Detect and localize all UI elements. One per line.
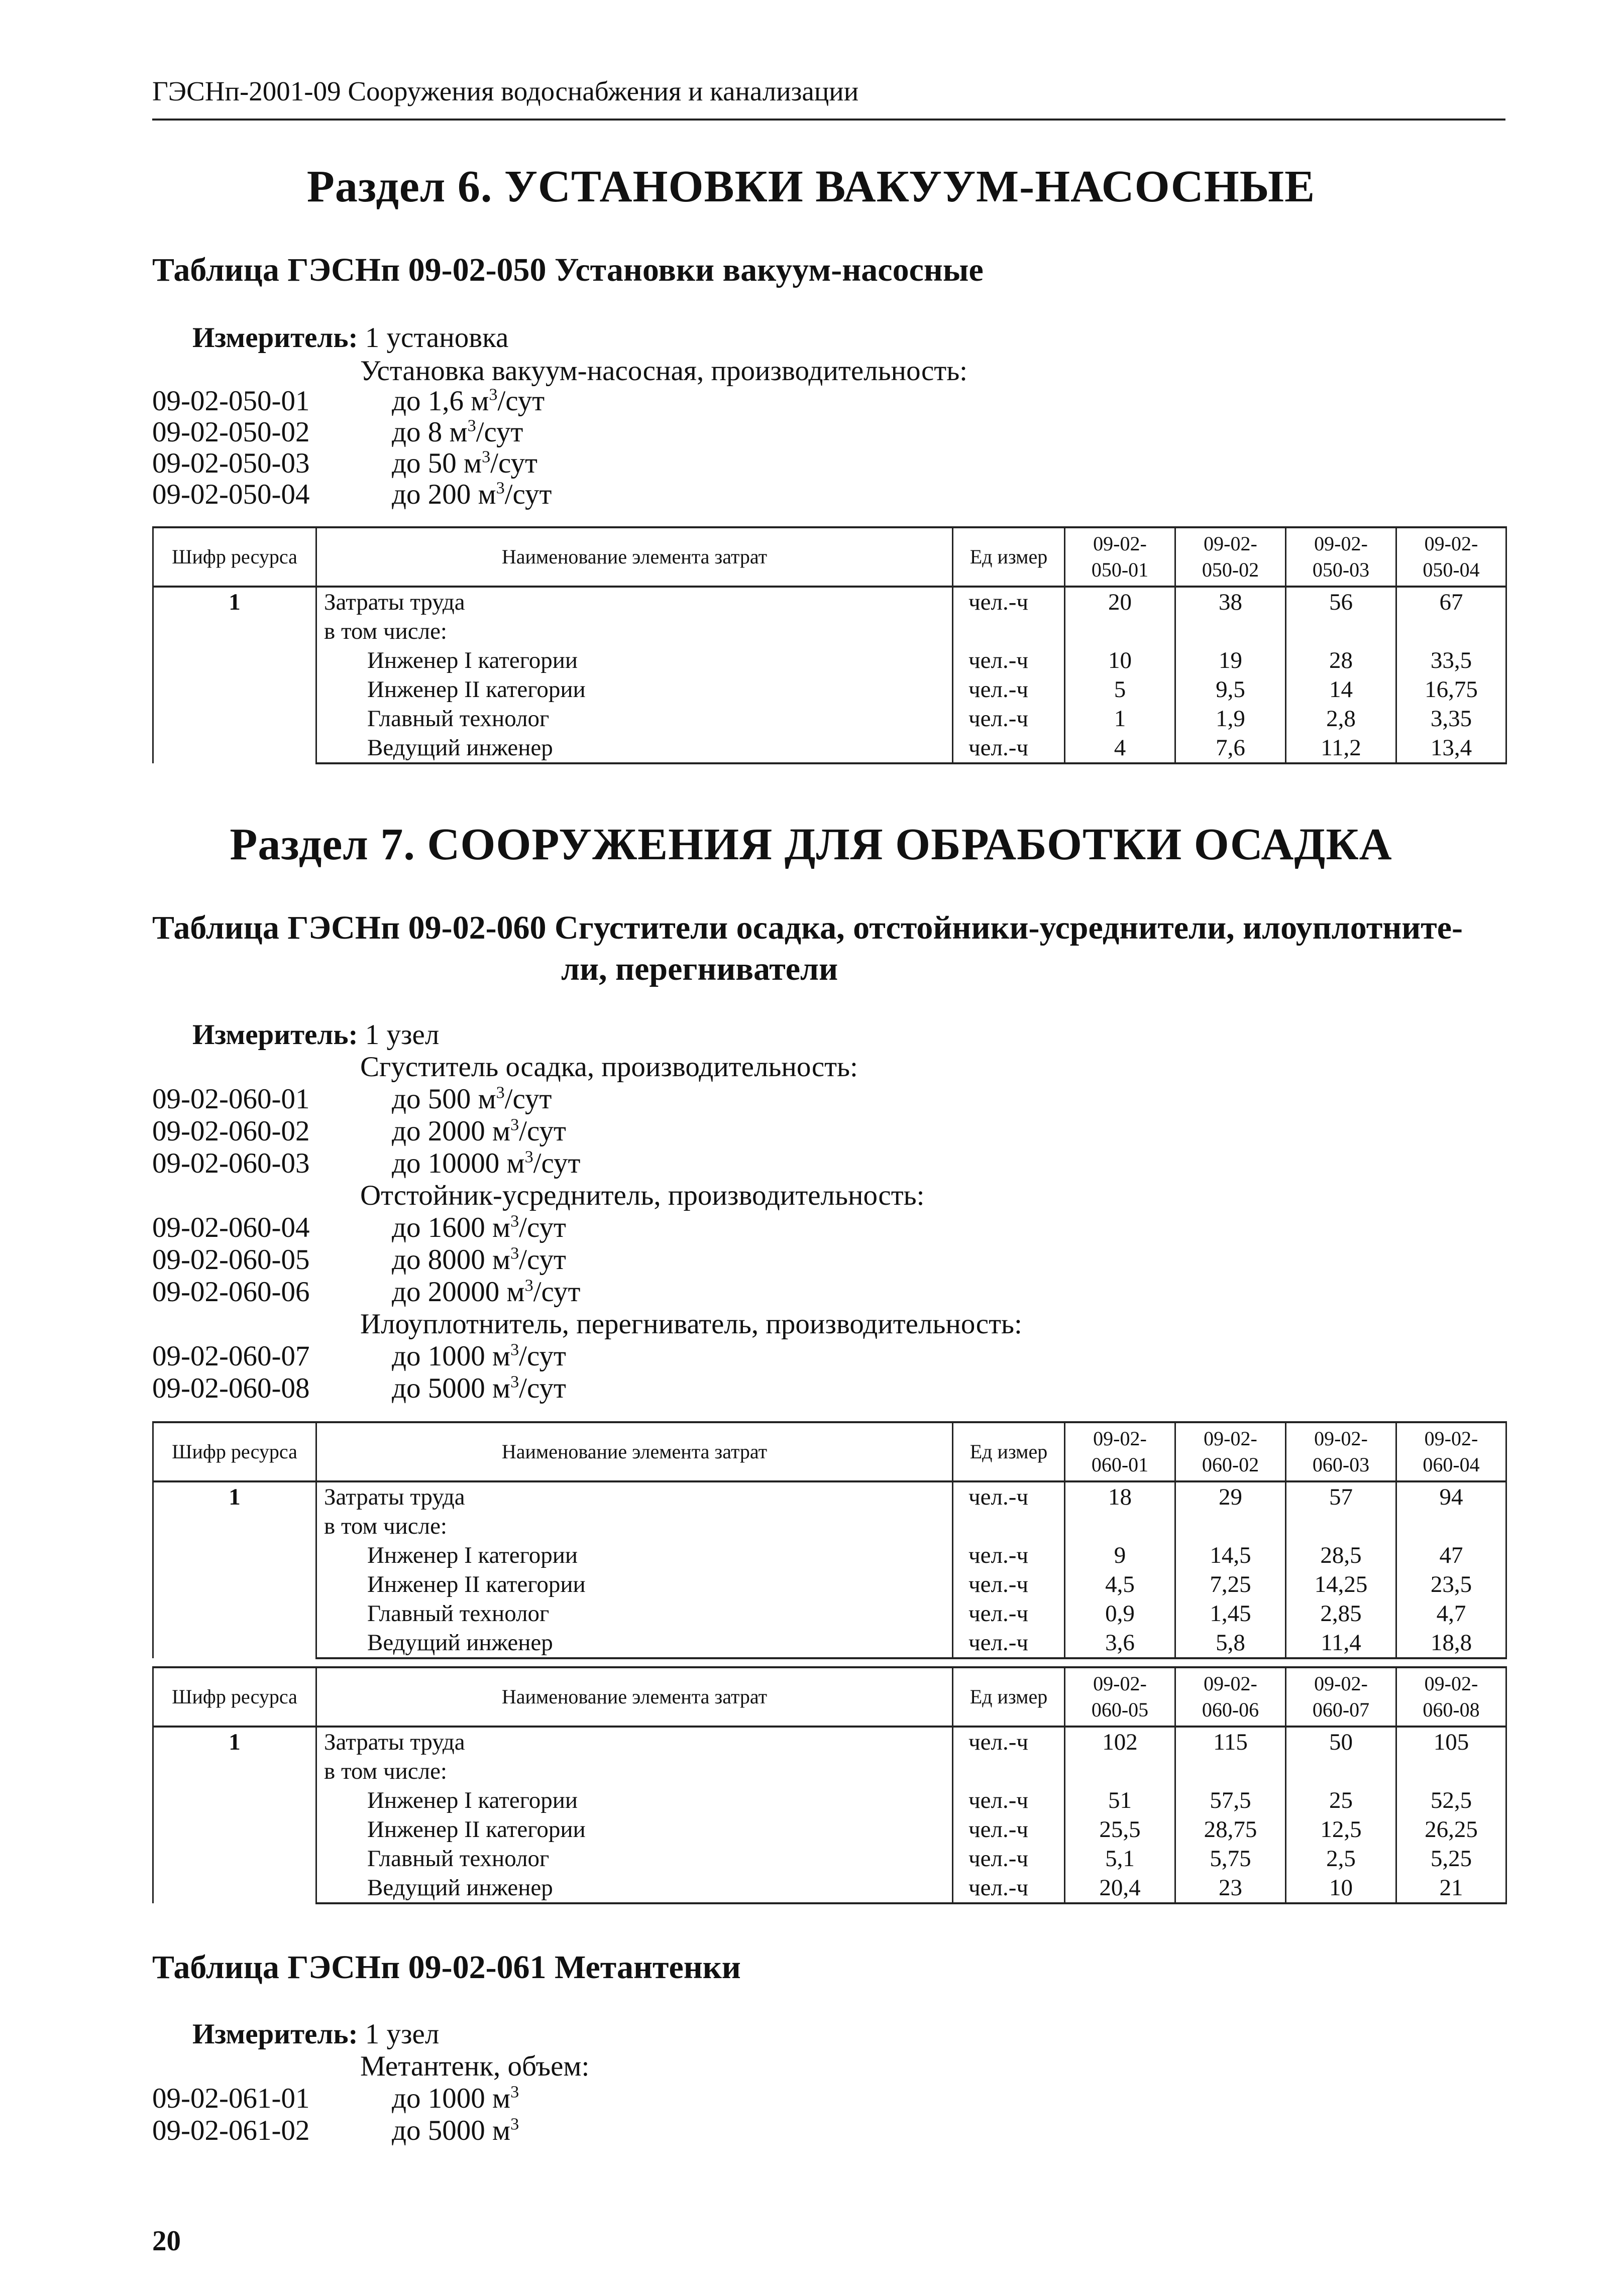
cost-name: Инженер II категории: [316, 1815, 953, 1844]
table-row: [153, 1757, 1506, 1786]
table-row: [153, 704, 1506, 733]
cost-unit: чел.-ч: [953, 646, 1065, 675]
header-col: 09-02- 060-08: [1396, 1667, 1506, 1727]
header-code: Шифр ресурса: [153, 1422, 316, 1481]
header-col: 09-02- 050-04: [1396, 527, 1506, 587]
header-col: 09-02- 060-01: [1065, 1422, 1175, 1481]
cost-unit: чел.-ч: [953, 1481, 1065, 1512]
cost-value: 2,5: [1286, 1844, 1396, 1873]
item-code: 09-02-050-01: [152, 385, 310, 417]
cost-unit: чел.-ч: [953, 1599, 1065, 1628]
cost-value: 5,75: [1175, 1844, 1286, 1873]
cost-value: [1286, 1757, 1396, 1786]
cost-value: 28: [1286, 646, 1396, 675]
header-rule: [152, 119, 1505, 121]
meter-value: 1 узел: [365, 1019, 440, 1051]
item-desc: до 5000 $м^3$: [392, 2115, 519, 2146]
cost-value: 7,25: [1175, 1570, 1286, 1599]
cost-value: 38: [1175, 587, 1286, 617]
group-061: Метантенк, объем:: [360, 2050, 590, 2082]
cost-value: 57,5: [1175, 1786, 1286, 1815]
cost-name: Ведущий инженер: [316, 1628, 953, 1658]
table-row: [153, 733, 1506, 763]
meter-label: Измеритель:: [192, 1019, 358, 1051]
cost-value: 18: [1065, 1481, 1175, 1512]
cost-unit: [953, 1757, 1065, 1786]
resource-code: 1: [153, 1727, 316, 1903]
cost-value: 14,5: [1175, 1541, 1286, 1570]
table-row: [153, 1628, 1506, 1658]
table-row: [153, 587, 1506, 617]
table-row: [153, 1815, 1506, 1844]
cost-value: 7,6: [1175, 733, 1286, 763]
resource-table-060-b: [152, 1666, 1507, 1904]
cost-value: [1286, 617, 1396, 646]
cost-unit: чел.-ч: [953, 704, 1065, 733]
cost-name: Главный технолог: [316, 704, 953, 733]
header-col: 09-02- 050-01: [1065, 527, 1175, 587]
cost-value: 1: [1065, 704, 1175, 733]
cost-value: 57: [1286, 1481, 1396, 1512]
item-code: 09-02-060-05: [152, 1244, 310, 1276]
header-col: 09-02- 060-03: [1286, 1422, 1396, 1481]
cost-name: Главный технолог: [316, 1599, 953, 1628]
table-row: [153, 617, 1506, 646]
cost-name: Затраты труда: [316, 587, 953, 617]
item-desc: до 50 $м^3$/сут: [392, 447, 537, 479]
item-code: 09-02-060-03: [152, 1147, 310, 1179]
cost-value: 9,5: [1175, 675, 1286, 704]
cost-value: 33,5: [1396, 646, 1506, 675]
meter-label: Измеритель:: [192, 2018, 358, 2050]
item-desc: до 8000 $м^3$/сут: [392, 1244, 566, 1276]
group-050: Установка вакуум-насосная, производительность:: [360, 355, 968, 387]
cost-value: 28,5: [1286, 1541, 1396, 1570]
header-name: Наименование элемента затрат: [316, 527, 953, 587]
cost-name: Ведущий инженер: [316, 733, 953, 763]
cost-value: 56: [1286, 587, 1396, 617]
section-6-title: Раздел 6. УСТАНОВКИ ВАКУУМ-НАСОСНЫЕ: [306, 162, 1316, 211]
cost-value: 23: [1175, 1873, 1286, 1903]
cost-value: 0,9: [1065, 1599, 1175, 1628]
header-unit: Ед измер: [953, 1667, 1065, 1727]
item-code: 09-02-060-07: [152, 1340, 310, 1372]
cost-value: [1065, 1757, 1175, 1786]
item-code: 09-02-061-02: [152, 2115, 310, 2146]
meter-060: [192, 1018, 439, 1051]
cost-value: 105: [1396, 1727, 1506, 1757]
item-desc: до 8 $м^3$/сут: [392, 416, 523, 448]
cost-value: 50: [1286, 1727, 1396, 1757]
cost-value: 9: [1065, 1541, 1175, 1570]
cost-value: 5,1: [1065, 1844, 1175, 1873]
resource-code: 1: [153, 1481, 316, 1658]
cost-name: Инженер I категории: [316, 1541, 953, 1570]
cost-value: 25: [1286, 1786, 1396, 1815]
cost-value: 11,2: [1286, 733, 1396, 763]
cost-value: [1175, 617, 1286, 646]
cost-value: 1,9: [1175, 704, 1286, 733]
table-row: [153, 646, 1506, 675]
cost-value: 94: [1396, 1481, 1506, 1512]
cost-unit: чел.-ч: [953, 1727, 1065, 1757]
cost-value: 29: [1175, 1481, 1286, 1512]
cost-value: 10: [1286, 1873, 1396, 1903]
item-code: 09-02-060-08: [152, 1372, 310, 1404]
cost-value: [1286, 1512, 1396, 1541]
cost-value: 1,45: [1175, 1599, 1286, 1628]
meter-value: 1 узел: [365, 2018, 440, 2050]
cost-value: 12,5: [1286, 1815, 1396, 1844]
meter-label: Измеритель:: [192, 322, 358, 354]
cost-value: 28,75: [1175, 1815, 1286, 1844]
cost-unit: чел.-ч: [953, 1541, 1065, 1570]
cost-value: 16,75: [1396, 675, 1506, 704]
table-row: [153, 1599, 1506, 1628]
item-desc: до 1,6 $м^3$/сут: [392, 385, 545, 417]
item-desc: до 10000 $м^3$/сут: [392, 1147, 581, 1179]
cost-name: Инженер II категории: [316, 1570, 953, 1599]
cost-unit: чел.-ч: [953, 733, 1065, 763]
resource-table-060-a: [152, 1421, 1507, 1659]
table-060-title: Таблица ГЭСНп 09-02-060 Сгустители осадка, отстойники-усреднители, илоуплотните-: [152, 909, 1463, 946]
cost-value: 14: [1286, 675, 1396, 704]
header-col: 09-02- 060-07: [1286, 1667, 1396, 1727]
table-row: [153, 1844, 1506, 1873]
cost-unit: чел.-ч: [953, 675, 1065, 704]
cost-value: 14,25: [1286, 1570, 1396, 1599]
table-row: [153, 1541, 1506, 1570]
cost-unit: чел.-ч: [953, 1844, 1065, 1873]
header-code: Шифр ресурса: [153, 1667, 316, 1727]
table-row: [153, 1727, 1506, 1757]
table-row: [153, 1512, 1506, 1541]
table-060-title-cont: ли, перегниватели: [561, 951, 838, 987]
header-col: 09-02- 050-02: [1175, 527, 1286, 587]
table-050-title: Таблица ГЭСНп 09-02-050 Установки вакуум-насосные: [152, 252, 984, 288]
header-col: 09-02- 060-06: [1175, 1667, 1286, 1727]
cost-value: 102: [1065, 1727, 1175, 1757]
item-code: 09-02-061-01: [152, 2083, 310, 2114]
item-code: 09-02-060-06: [152, 1276, 310, 1308]
cost-value: [1065, 617, 1175, 646]
cost-name: в том числе:: [316, 1757, 953, 1786]
item-desc: до 2000 $м^3$/сут: [392, 1115, 566, 1147]
cost-value: [1175, 1512, 1286, 1541]
cost-value: 26,25: [1396, 1815, 1506, 1844]
item-code: 09-02-050-02: [152, 416, 310, 448]
item-desc: до 1600 $м^3$/сут: [392, 1212, 566, 1243]
header-unit: Ед измер: [953, 527, 1065, 587]
cost-value: 115: [1175, 1727, 1286, 1757]
cost-value: 52,5: [1396, 1786, 1506, 1815]
resource-code: 1: [153, 587, 316, 763]
cost-value: 2,8: [1286, 704, 1396, 733]
section-7-title: Раздел 7. СООРУЖЕНИЯ ДЛЯ ОБРАБОТКИ ОСАДКА: [230, 820, 1392, 869]
table-row: [153, 1786, 1506, 1815]
cost-value: 10: [1065, 646, 1175, 675]
header-col: 09-02- 060-04: [1396, 1422, 1506, 1481]
meter-value: 1 установка: [365, 322, 509, 354]
header-col: 09-02- 060-05: [1065, 1667, 1175, 1727]
cost-name: Затраты труда: [316, 1481, 953, 1512]
cost-unit: чел.-ч: [953, 587, 1065, 617]
group-060-3: Илоуплотнитель, перегниватель, производительность:: [360, 1308, 1022, 1340]
cost-value: 25,5: [1065, 1815, 1175, 1844]
cost-value: 18,8: [1396, 1628, 1506, 1658]
item-desc: до 200 $м^3$/сут: [392, 479, 552, 510]
cost-value: 5,8: [1175, 1628, 1286, 1658]
cost-unit: чел.-ч: [953, 1570, 1065, 1599]
cost-value: 3,6: [1065, 1628, 1175, 1658]
cost-value: 5: [1065, 675, 1175, 704]
cost-value: 23,5: [1396, 1570, 1506, 1599]
header-name: Наименование элемента затрат: [316, 1667, 953, 1727]
cost-value: 20: [1065, 587, 1175, 617]
cost-name: Главный технолог: [316, 1844, 953, 1873]
item-desc: до 5000 $м^3$/сут: [392, 1372, 566, 1404]
table-row: [153, 675, 1506, 704]
meter-061: [192, 2018, 439, 2050]
cost-name: Инженер I категории: [316, 646, 953, 675]
cost-unit: чел.-ч: [953, 1786, 1065, 1815]
cost-value: 2,85: [1286, 1599, 1396, 1628]
header-code: Шифр ресурса: [153, 527, 316, 587]
table-row: [153, 1873, 1506, 1903]
table-row: [153, 1570, 1506, 1599]
running-head: ГЭСНп-2001-09 Сооружения водоснабжения и канализации: [152, 76, 859, 106]
cost-value: [1396, 1757, 1506, 1786]
cost-unit: [953, 617, 1065, 646]
page-number: 20: [152, 2225, 181, 2257]
cost-value: [1396, 617, 1506, 646]
cost-value: 47: [1396, 1541, 1506, 1570]
cost-value: 20,4: [1065, 1873, 1175, 1903]
cost-name: Ведущий инженер: [316, 1873, 953, 1903]
table-061-title: Таблица ГЭСНп 09-02-061 Метантенки: [152, 1949, 741, 1986]
cost-value: 5,25: [1396, 1844, 1506, 1873]
header-unit: Ед измер: [953, 1422, 1065, 1481]
item-desc: до 1000 $м^3$/сут: [392, 1340, 566, 1372]
cost-name: Инженер II категории: [316, 675, 953, 704]
cost-name: в том числе:: [316, 617, 953, 646]
resource-table-050: [152, 526, 1507, 764]
item-code: 09-02-050-04: [152, 479, 310, 510]
header-col: 09-02- 050-03: [1286, 527, 1396, 587]
cost-value: 13,4: [1396, 733, 1506, 763]
cost-value: [1065, 1512, 1175, 1541]
cost-value: 67: [1396, 587, 1506, 617]
cost-unit: чел.-ч: [953, 1815, 1065, 1844]
item-code: 09-02-060-01: [152, 1083, 310, 1115]
item-desc: до 500 $м^3$/сут: [392, 1083, 552, 1115]
table-row: [153, 1481, 1506, 1512]
cost-value: 19: [1175, 646, 1286, 675]
cost-value: [1175, 1757, 1286, 1786]
cost-name: Инженер I категории: [316, 1786, 953, 1815]
cost-name: Затраты труда: [316, 1727, 953, 1757]
cost-unit: чел.-ч: [953, 1628, 1065, 1658]
group-060-1: Сгуститель осадка, производительность:: [360, 1051, 858, 1083]
cost-value: 3,35: [1396, 704, 1506, 733]
group-060-2: Отстойник-усреднитель, производительность:: [360, 1180, 925, 1211]
cost-value: 4,7: [1396, 1599, 1506, 1628]
meter-050: [192, 321, 508, 354]
item-desc: до 20000 $м^3$/сут: [392, 1276, 581, 1308]
cost-value: 51: [1065, 1786, 1175, 1815]
item-desc: до 1000 $м^3$: [392, 2083, 519, 2114]
item-code: 09-02-060-04: [152, 1212, 310, 1243]
cost-value: [1396, 1512, 1506, 1541]
cost-value: 4,5: [1065, 1570, 1175, 1599]
header-name: Наименование элемента затрат: [316, 1422, 953, 1481]
item-code: 09-02-050-03: [152, 447, 310, 479]
cost-name: в том числе:: [316, 1512, 953, 1541]
cost-value: 21: [1396, 1873, 1506, 1903]
cost-unit: чел.-ч: [953, 1873, 1065, 1903]
cost-unit: [953, 1512, 1065, 1541]
cost-value: 4: [1065, 733, 1175, 763]
cost-value: 11,4: [1286, 1628, 1396, 1658]
item-code: 09-02-060-02: [152, 1115, 310, 1147]
header-col: 09-02- 060-02: [1175, 1422, 1286, 1481]
